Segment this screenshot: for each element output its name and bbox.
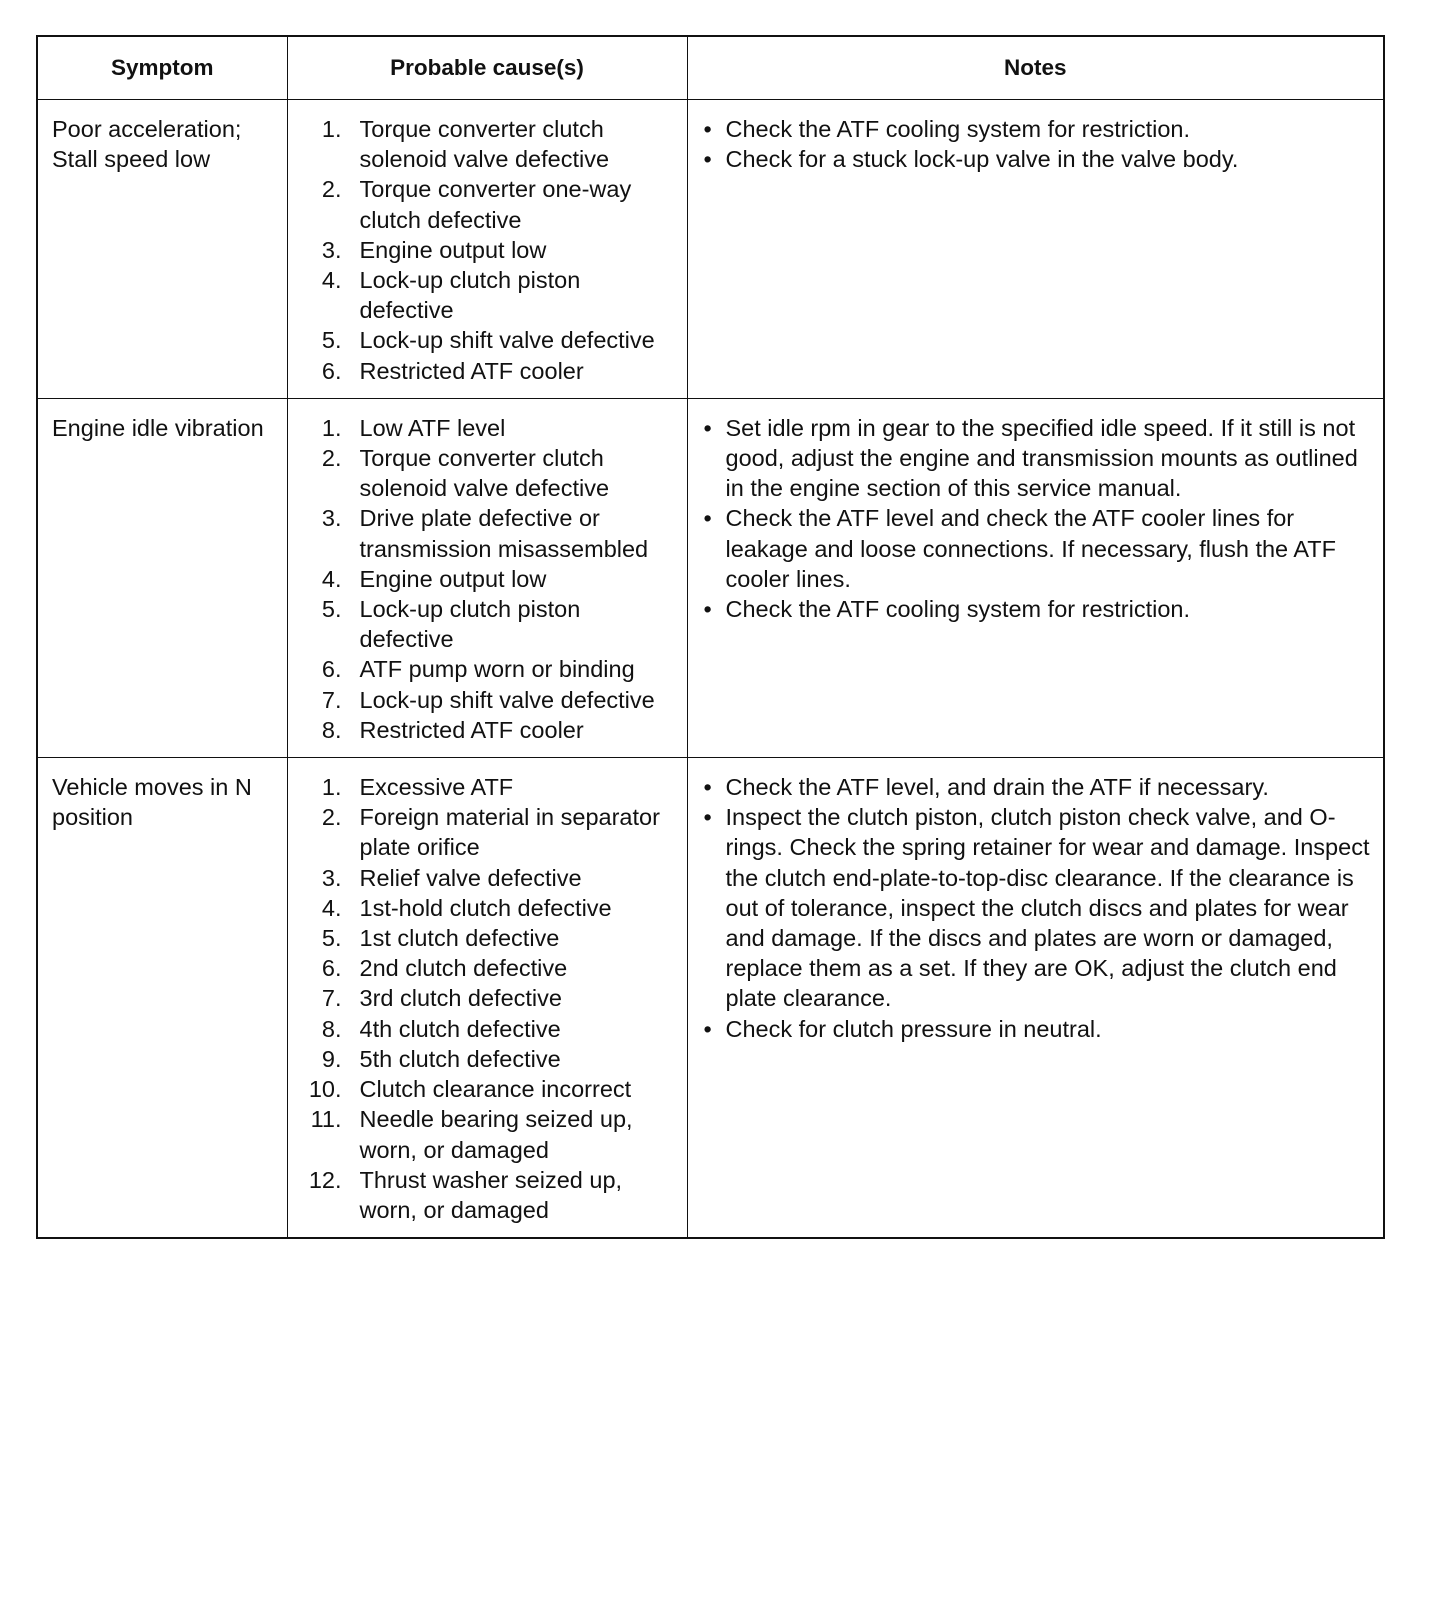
note-text: Check the ATF level, and drain the ATF if necessary.: [725, 774, 1269, 801]
symptom-cell: Vehicle moves in N position: [37, 758, 287, 1239]
cause-number: 5.: [321, 596, 342, 623]
cause-item: [302, 325, 677, 355]
header-row: [37, 36, 1384, 100]
cause-list: [302, 114, 677, 386]
cause-text: Restricted ATF cooler: [359, 357, 584, 384]
cause-number: 10.: [308, 1076, 342, 1103]
note-item: [704, 772, 1372, 802]
cause-text: Engine output low: [359, 236, 547, 263]
table-row: [37, 100, 1384, 399]
cause-number: 2.: [321, 445, 342, 472]
cause-text: Excessive ATF: [359, 774, 514, 801]
cause-text: Lock-up shift valve defective: [359, 686, 655, 713]
note-text: Set idle rpm in gear to the specified idle speed. If it still is not good, adjust the engine and transmission mounts as outlined in the engine section of this service manual.: [725, 414, 1358, 502]
cause-number: 4.: [321, 894, 342, 921]
cause-item: [302, 594, 677, 654]
note-text: Check for clutch pressure in neutral.: [725, 1015, 1102, 1042]
cause-item: [302, 983, 677, 1013]
cause-text: Torque converter clutch solenoid valve defective: [359, 116, 610, 173]
note-list: [704, 772, 1372, 1044]
cause-text: Drive plate defective or transmission misassembled: [359, 505, 649, 562]
note-text: Check the ATF level and check the ATF cooler lines for leakage and loose connections. If necessary, flush the ATF cooler lines.: [725, 505, 1336, 592]
cause-item: [302, 772, 677, 802]
cause-text: Torque converter clutch solenoid valve defective: [359, 445, 610, 502]
cause-item: [302, 1104, 677, 1164]
cause-text: Torque converter one-way clutch defective: [359, 176, 632, 233]
cause-text: Lock-up shift valve defective: [359, 327, 655, 354]
cause-item: [302, 654, 677, 684]
cause-text: 5th clutch defective: [359, 1045, 561, 1072]
cause-number: 7.: [321, 985, 342, 1012]
cause-item: [302, 923, 677, 953]
cause-item: [302, 443, 677, 503]
cause-item: [302, 413, 677, 443]
cause-text: 2nd clutch defective: [359, 955, 568, 982]
cause-number: 4.: [321, 565, 342, 592]
cause-item: [302, 503, 677, 563]
cause-item: [302, 174, 677, 234]
cause-text: Lock-up clutch piston defective: [359, 596, 581, 653]
note-text: Check for a stuck lock-up valve in the valve body.: [725, 146, 1239, 173]
causes-cell: [287, 398, 687, 757]
cause-number: 3.: [321, 236, 342, 263]
bullet-icon: •: [703, 146, 712, 173]
cause-item: [302, 1044, 677, 1074]
cause-item: [302, 685, 677, 715]
cause-number: 2.: [321, 804, 342, 831]
note-text: Check the ATF cooling system for restriction.: [725, 116, 1191, 142]
bullet-icon: •: [703, 774, 712, 801]
cause-text: ATF pump worn or binding: [359, 656, 635, 683]
cause-list: [302, 413, 677, 745]
cause-text: 1st clutch defective: [359, 925, 560, 952]
note-item: [704, 1014, 1372, 1044]
cause-number: 1.: [321, 414, 342, 441]
note-item: [704, 594, 1372, 624]
bullet-icon: •: [703, 116, 712, 142]
note-item: [704, 413, 1372, 504]
cause-item: [302, 893, 677, 923]
cause-number: 2.: [321, 176, 342, 203]
cause-item: [302, 356, 677, 386]
cause-number: 6.: [321, 357, 342, 384]
note-list: [704, 114, 1372, 174]
cause-number: 5.: [321, 925, 342, 952]
cause-number: 3.: [321, 864, 342, 891]
cause-item: [302, 235, 677, 265]
cause-item: [302, 863, 677, 893]
table-row: [37, 398, 1384, 757]
cause-text: Low ATF level: [359, 414, 506, 441]
cause-number: 9.: [321, 1045, 342, 1072]
cause-number: 8.: [321, 716, 342, 743]
note-text: Inspect the clutch piston, clutch piston check valve, and O-rings. Check the spring retainer for wear and damage. Inspect the clutch end-plate-to-top-disc clearance. If the clearance is out of tolerance, inspect the clutch discs and plates for wear and damage. If the discs and plates are worn or damaged, replace them as a set. If they are OK, adjust the clutch end plate clearance.: [725, 804, 1370, 1012]
cause-text: Needle bearing seized up, worn, or damaged: [359, 1106, 633, 1163]
bullet-icon: •: [703, 414, 712, 441]
cause-number: 6.: [321, 955, 342, 982]
causes-cell: [287, 758, 687, 1239]
cause-number: 3.: [321, 505, 342, 532]
cause-text: 3rd clutch defective: [359, 985, 562, 1012]
note-item: [704, 802, 1372, 1013]
bullet-icon: •: [703, 505, 712, 532]
troubleshooting-table: [36, 35, 1385, 1239]
cause-text: Thrust washer seized up, worn, or damaged: [359, 1166, 623, 1223]
cause-number: 5.: [321, 327, 342, 354]
note-item: [704, 114, 1372, 144]
bullet-icon: •: [703, 596, 712, 623]
cause-number: 7.: [321, 686, 342, 713]
cause-number: 12.: [308, 1166, 342, 1193]
note-list: [704, 413, 1372, 624]
cause-list: [302, 772, 677, 1225]
cause-item: [302, 1074, 677, 1104]
cause-number: 1.: [321, 774, 342, 801]
table-body: [37, 100, 1384, 1239]
cause-number: 1.: [321, 116, 342, 142]
cause-item: [302, 802, 677, 862]
cause-text: 1st-hold clutch defective: [359, 894, 612, 921]
notes-cell: [687, 100, 1384, 399]
cause-text: Clutch clearance incorrect: [359, 1076, 632, 1103]
symptom-cell: Engine idle vibration: [37, 398, 287, 757]
note-item: [704, 144, 1372, 174]
cause-number: 4.: [321, 267, 342, 294]
symptom-cell: Poor acceleration; Stall speed low: [37, 100, 287, 399]
cause-number: 6.: [321, 656, 342, 683]
cause-item: [302, 1165, 677, 1225]
cause-text: Engine output low: [359, 565, 547, 592]
cause-item: [302, 953, 677, 983]
bullet-icon: •: [703, 804, 712, 831]
bullet-icon: •: [703, 1015, 712, 1042]
cause-item: [302, 265, 677, 325]
cause-text: 4th clutch defective: [359, 1015, 561, 1042]
notes-cell: [687, 758, 1384, 1239]
cause-item: [302, 1014, 677, 1044]
table-row: [37, 758, 1384, 1239]
cause-item: [302, 114, 677, 174]
cause-text: Relief valve defective: [359, 864, 582, 891]
notes-cell: [687, 398, 1384, 757]
header-notes: Notes: [687, 36, 1384, 100]
header-symptom: Symptom: [37, 36, 287, 100]
note-text: Check the ATF cooling system for restriction.: [725, 596, 1191, 623]
header-probable-causes: Probable cause(s): [287, 36, 687, 100]
cause-text: Foreign material in separator plate orifice: [359, 804, 660, 861]
cause-item: [302, 715, 677, 745]
cause-text: Lock-up clutch piston defective: [359, 267, 581, 324]
cause-number: 11.: [310, 1106, 342, 1133]
cause-text: Restricted ATF cooler: [359, 716, 584, 743]
cause-item: [302, 564, 677, 594]
note-item: [704, 503, 1372, 594]
causes-cell: [287, 100, 687, 399]
cause-number: 8.: [321, 1015, 342, 1042]
